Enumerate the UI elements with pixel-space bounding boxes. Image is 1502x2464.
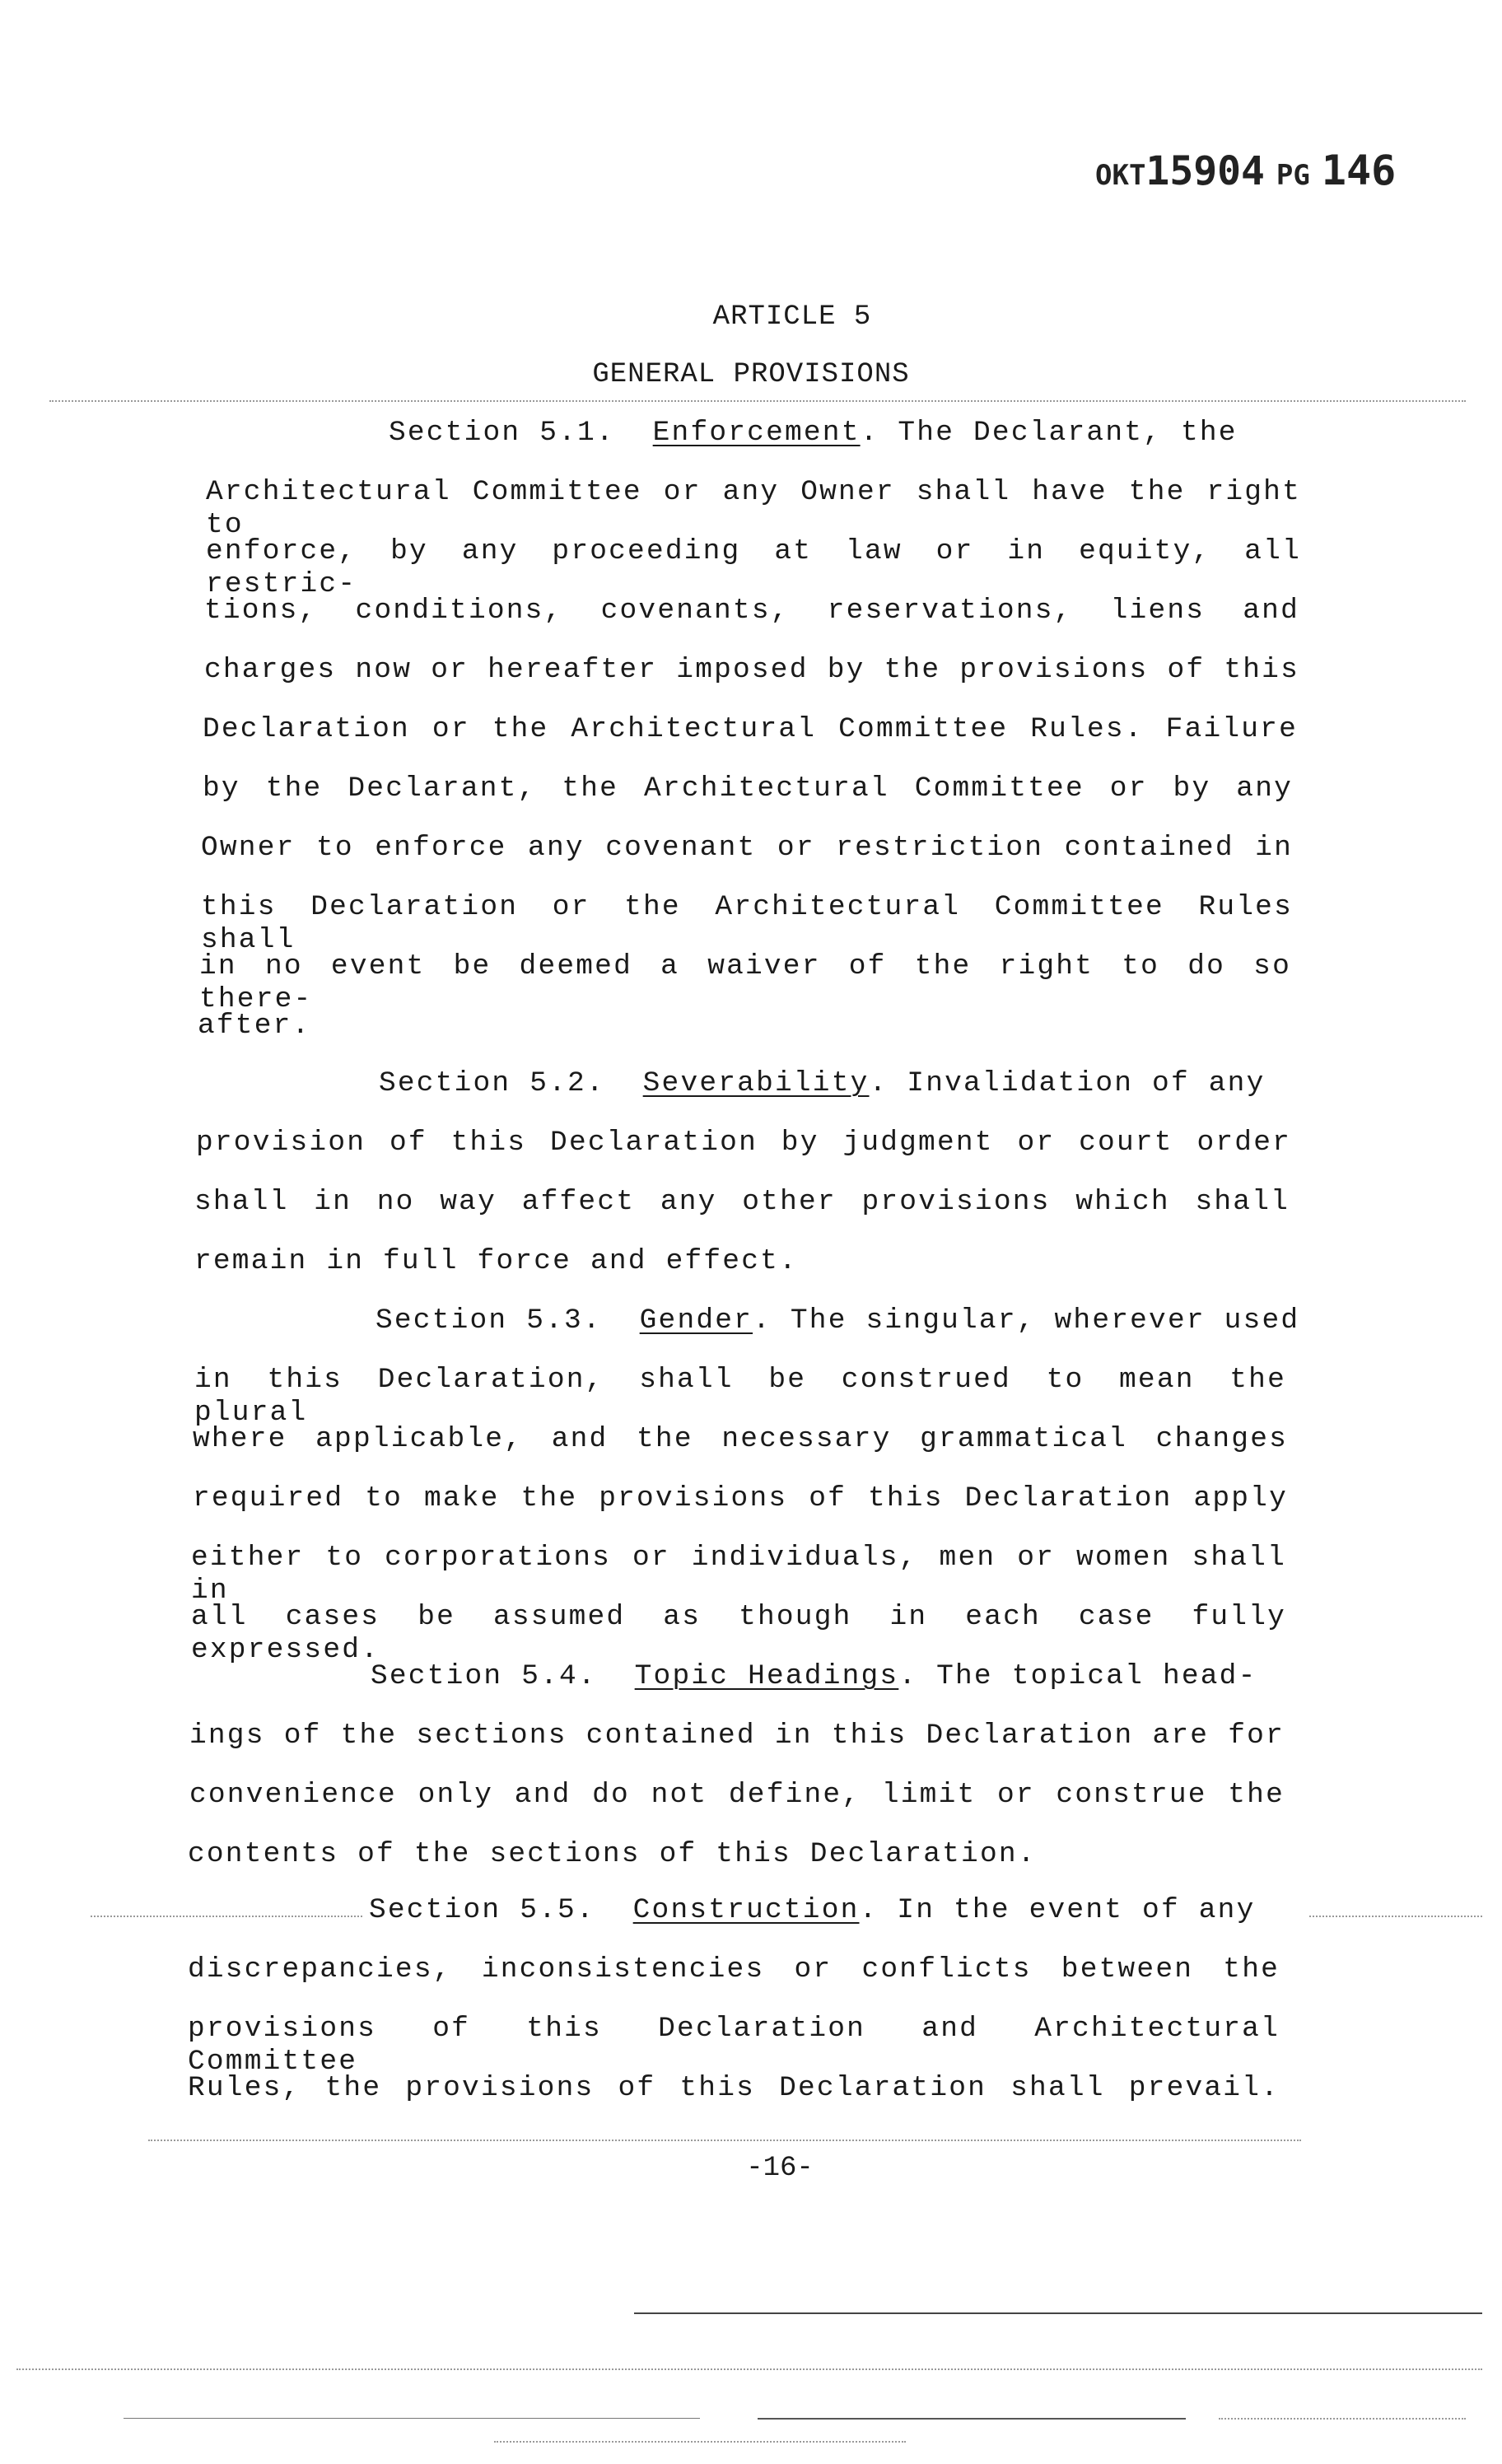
- scan-artifact-dots: [49, 400, 1466, 404]
- section-5-4-first-line: [371, 1660, 1257, 1693]
- body-line: convenience only and do not define, limit or construe the: [189, 1779, 1285, 1811]
- body-line: in no event be deemed a waiver of the right to do so there-: [199, 950, 1291, 1015]
- body-line: provision of this Declaration by judgment or court order: [196, 1127, 1291, 1159]
- body-line: where applicable, and the necessary grammatical changes: [193, 1423, 1288, 1455]
- section-5-2-first-line: [379, 1067, 1265, 1100]
- section-title: Topic Headings: [634, 1660, 899, 1692]
- section-label: Section 5.4.: [371, 1660, 597, 1692]
- body-line: all cases be assumed as though in each case fully expressed.: [191, 1601, 1286, 1666]
- body-line: ings of the sections contained in this Declaration are for: [189, 1720, 1285, 1752]
- section-title: Severability: [642, 1067, 870, 1099]
- scan-artifact-dots: [91, 1916, 362, 1919]
- scan-artifact-line: [758, 2418, 1186, 2420]
- section-5-5-first-line: [369, 1894, 1255, 1927]
- body-line: enforce, by any proceeding at law or in equity, all restric-: [206, 535, 1301, 600]
- body-line: Rules, the provisions of this Declaration shall prevail.: [188, 2072, 1280, 2104]
- body-line: contents of the sections of this Declaration.: [188, 1838, 1037, 1870]
- section-title: Enforcement: [652, 417, 861, 449]
- article-title: GENERAL PROVISIONS: [592, 359, 910, 390]
- section-lead: . In the event of any: [859, 1894, 1256, 1926]
- article-heading: ARTICLE 5: [712, 301, 872, 333]
- scan-artifact-dots: [16, 2368, 1482, 2372]
- section-label: Section 5.5.: [369, 1894, 595, 1926]
- section-label: Section 5.3.: [376, 1304, 602, 1337]
- section-lead: . The singular, wherever used: [753, 1304, 1300, 1337]
- body-line: Declaration or the Architectural Committee Rules. Failure: [203, 713, 1298, 745]
- stamp-book-number: 15904: [1145, 148, 1265, 194]
- section-title: Gender: [639, 1304, 753, 1337]
- scan-artifact-line: [124, 2418, 700, 2419]
- scan-artifact-dots: [1309, 1916, 1482, 1919]
- body-line: Architectural Committee or any Owner shall have the right to: [206, 476, 1301, 541]
- page-number: -16-: [746, 2153, 814, 2184]
- body-line: shall in no way affect any other provisions which shall: [194, 1186, 1290, 1218]
- body-line: remain in full force and effect.: [194, 1245, 798, 1277]
- section-lead: . Invalidation of any: [869, 1067, 1266, 1099]
- scan-artifact-dots: [1219, 2418, 1466, 2421]
- section-lead: . The Declarant, the: [860, 417, 1238, 449]
- section-title: Construction: [632, 1894, 860, 1926]
- stamp-prefix: OKT: [1095, 159, 1146, 192]
- section-5-3-first-line: [376, 1304, 1299, 1337]
- scan-artifact-line: [634, 2312, 1482, 2314]
- stamp-pg-label: PG: [1276, 159, 1310, 192]
- body-line: discrepancies, inconsistencies or conflicts between the: [188, 1953, 1280, 1986]
- scan-artifact-dots: [494, 2441, 906, 2444]
- scan-artifact-dots: [148, 2140, 1301, 2143]
- section-label: Section 5.1.: [389, 417, 615, 449]
- body-line: in this Declaration, shall be construed to mean the plural: [194, 1364, 1286, 1429]
- section-5-1-first-line: [389, 417, 1238, 450]
- recording-stamp: [1095, 147, 1396, 194]
- body-line: after.: [198, 1010, 311, 1042]
- body-line: either to corporations or individuals, men or women shall in: [191, 1542, 1286, 1607]
- body-line: tions, conditions, covenants, reservations, liens and: [204, 595, 1299, 627]
- body-line: required to make the provisions of this Declaration apply: [193, 1482, 1288, 1514]
- body-line: Owner to enforce any covenant or restriction contained in: [201, 832, 1293, 864]
- body-line: provisions of this Declaration and Architectural Committee: [188, 2013, 1280, 2078]
- section-label: Section 5.2.: [379, 1067, 605, 1099]
- section-lead: . The topical head-: [898, 1660, 1257, 1692]
- body-line: charges now or hereafter imposed by the provisions of this: [204, 654, 1299, 686]
- stamp-page-number: 146: [1321, 147, 1397, 194]
- body-line: by the Declarant, the Architectural Committee or by any: [203, 772, 1293, 805]
- body-line: this Declaration or the Architectural Committee Rules shall: [201, 891, 1293, 956]
